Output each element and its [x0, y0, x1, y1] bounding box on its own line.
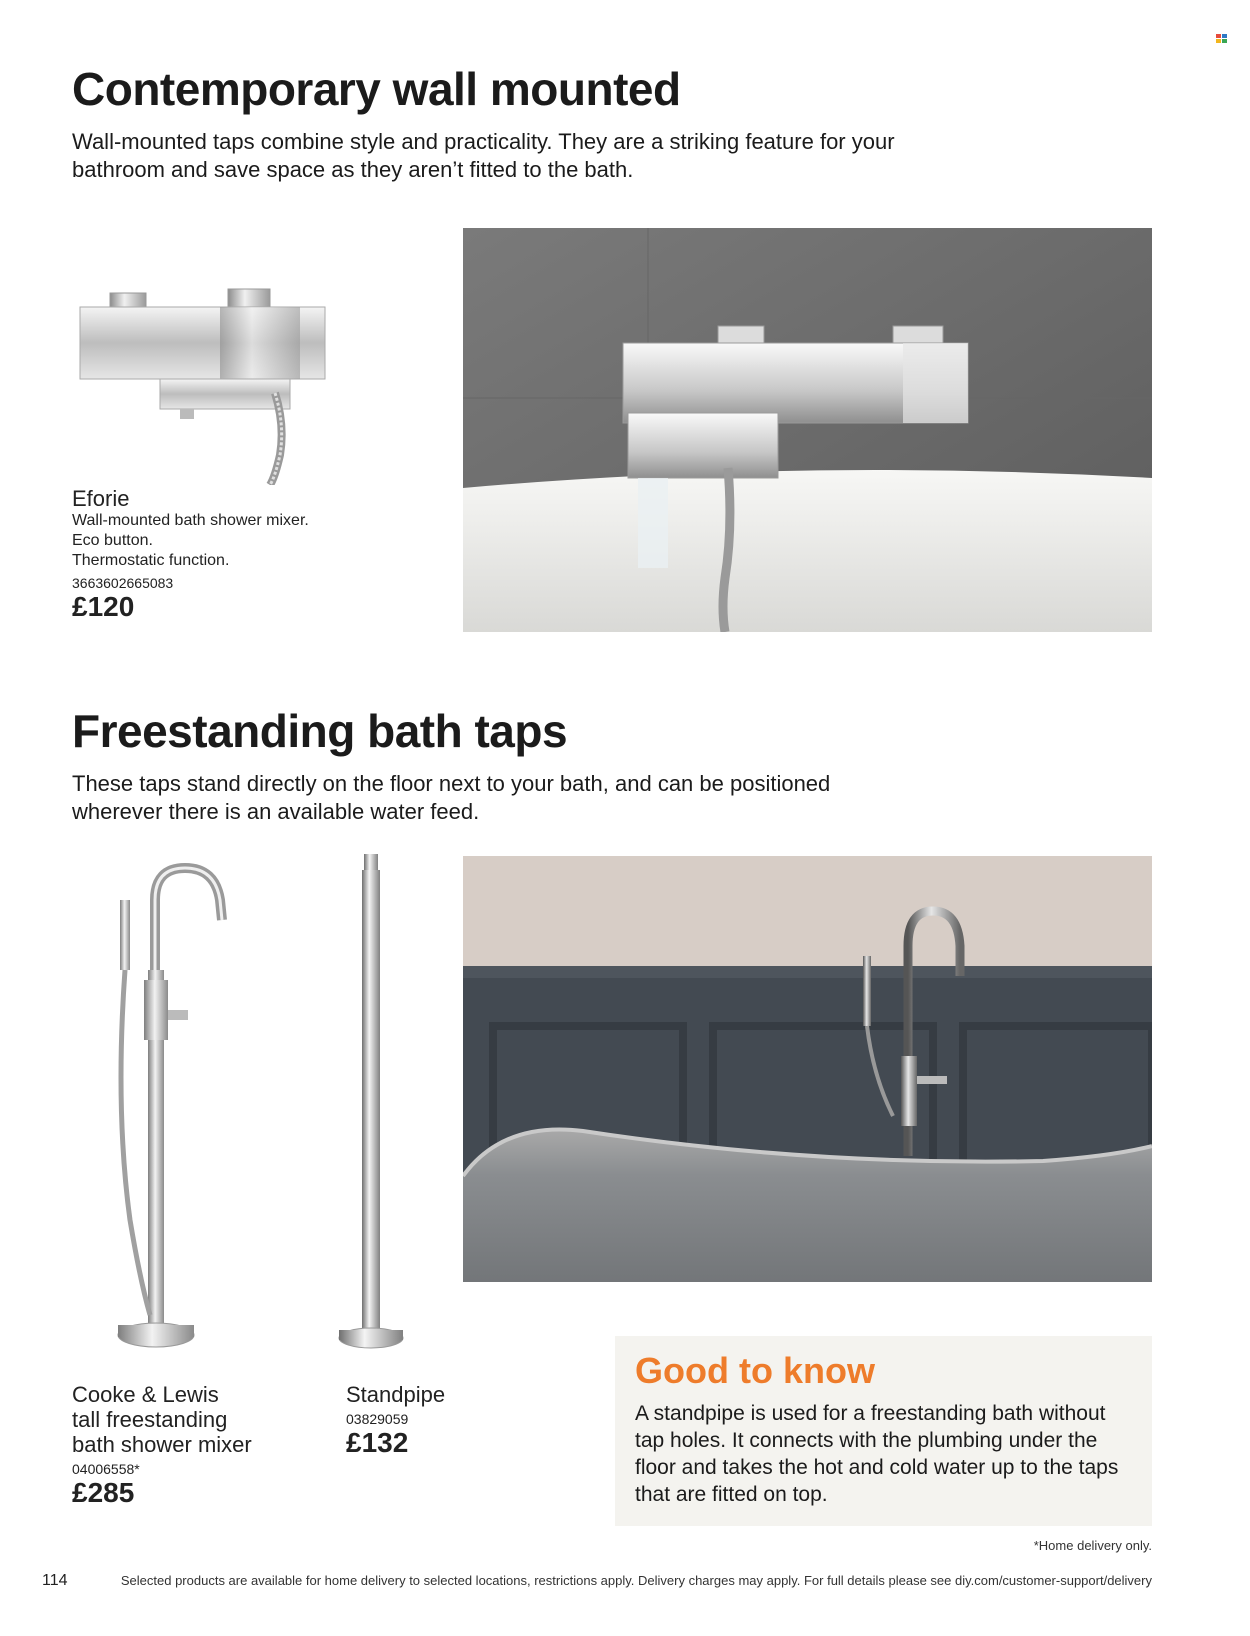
intro-line: These taps stand directly on the floor next to your bath, and: [72, 771, 652, 796]
product-description: Eco button.: [72, 532, 153, 549]
good-to-know-line: A standpipe is used for a freestanding bath: [635, 1402, 1034, 1425]
freestanding-lifestyle-photo: [463, 856, 1152, 1282]
product-name: tall freestanding: [72, 1407, 228, 1432]
cooke-lewis-product: [72, 1382, 252, 1508]
freestanding-mixer-image: [100, 860, 250, 1370]
page-number: 114: [42, 1572, 68, 1589]
good-to-know-line: without tap holes. It connects with the plumbing: [635, 1402, 1106, 1452]
product-description: Thermostatic function.: [72, 552, 230, 569]
legal-line: For full details please see diy.com/customer-support/delivery: [803, 1573, 1152, 1588]
product-price: £132: [346, 1427, 409, 1458]
product-price: £120: [72, 591, 135, 622]
intro-line: can be positioned wherever there is an available water feed.: [72, 771, 831, 824]
eforie-product: [72, 486, 309, 622]
good-to-know-line: water up to the taps that are fitted on top.: [635, 1456, 1119, 1506]
product-code: 04006558*: [72, 1461, 140, 1477]
section-title-freestanding: Freestanding bath taps: [72, 705, 568, 757]
product-name: bath shower mixer: [72, 1432, 252, 1457]
product-code: 3663602665083: [72, 575, 174, 591]
product-price: £285: [72, 1477, 135, 1508]
good-to-know-line: under the floor and takes the hot and cold: [635, 1429, 1098, 1479]
product-name: Standpipe: [346, 1382, 446, 1407]
brand-logo-icon: [1216, 34, 1228, 43]
product-description: Wall-mounted bath shower mixer.: [72, 512, 309, 529]
home-delivery-note: *Home delivery only.: [1033, 1538, 1152, 1553]
section-title-wall-mounted: Contemporary wall mounted: [72, 63, 681, 115]
intro-line: Wall-mounted taps combine style and practicality. They are a striking feature: [72, 129, 814, 154]
section-intro-freestanding: [72, 770, 912, 826]
product-name: Cooke & Lewis: [72, 1382, 219, 1407]
intro-line: for your bathroom and save space as they aren’t fitted to the bath.: [72, 129, 895, 182]
standpipe-image: [330, 850, 410, 1370]
section-intro-wall-mounted: [72, 128, 912, 184]
delivery-legal-text: [121, 1572, 1152, 1589]
wall-mounted-lifestyle-photo: [463, 228, 1152, 632]
product-name: Eforie: [72, 486, 130, 511]
good-to-know-box: [615, 1336, 1152, 1526]
good-to-know-title: Good to know: [635, 1350, 875, 1391]
standpipe-product: [346, 1382, 446, 1458]
legal-line: Selected products are available for home delivery to selected locations, restrictions apply. Delivery charges may apply.: [120, 1573, 801, 1588]
product-code: 03829059: [346, 1411, 409, 1427]
good-to-know-body: [635, 1400, 1132, 1508]
eforie-product-image: [70, 285, 370, 485]
